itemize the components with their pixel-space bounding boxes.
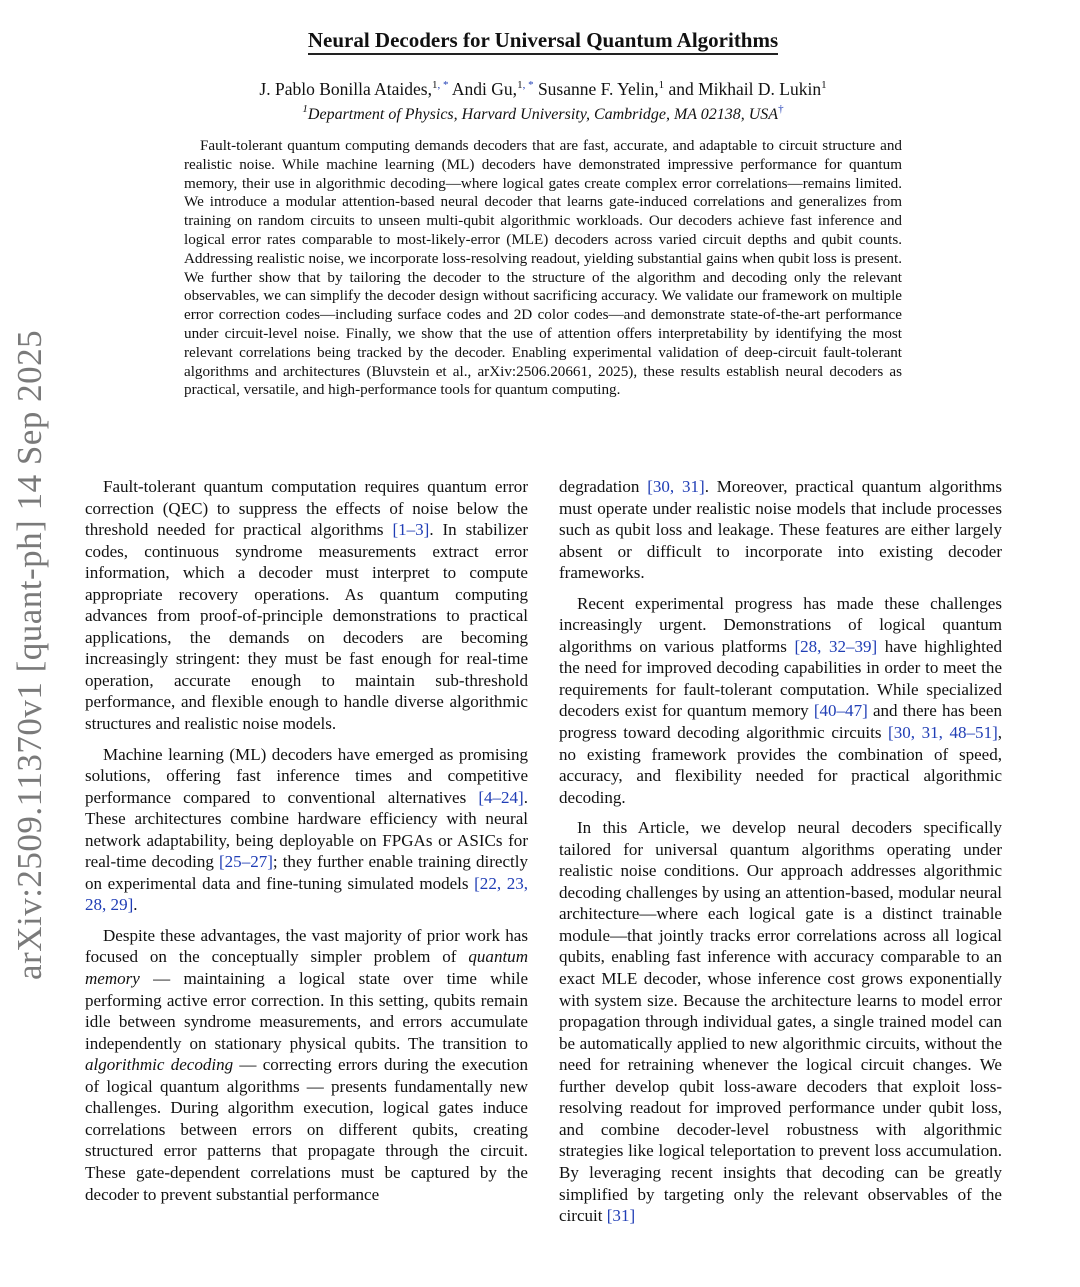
abstract-text: Fault-tolerant quantum computing demands decoders that are fast, accurate, and adaptable to circuit structure and realistic noise. While machine learning (ML) decoders have demonstrated impressive performance for quantum memory, their use in algorithmic decoding—where logical gates create complex error correlations—remains limited. We introduce a modular attention-based neural decoder that learns gate-induced correlations and generalizes from training on random circuits to unseen multi-qubit algorithmic workloads. Our decoders achieve fast inference and logical error rates comparable to most-likely-error (MLE) decoders across varied circuit depths and qubit counts. Addressing realistic noise, we incorporate loss-resolving readout, yielding substantial gains when qubit loss is present. We further show that by tailoring the decoder to the structure of the algorithm and decoding only the relevant observables, we can simplify the decoder design without sacrificing accuracy. We validate our framework on multiple error correction codes—including surface codes and 2D color codes—and demonstrate state-of-the-art performance under circuit-level noise. Finally, we show that the use of attention offers interpretability by identifying the most relevant correlations being tracked by the decoder. Enabling experimental validation of deep-circuit fault-tolerant algorithms and architectures (Bluvstein et al., arXiv:2506.20661, 2025), these results establish neural decoders as practical, versatile, and high-performance tools for quantum computing. bbox=[184, 137, 902, 399]
citation-separator: , bbox=[910, 723, 922, 743]
author-2-note-link[interactable]: , * bbox=[522, 79, 534, 91]
author-4-affil: 1 bbox=[821, 79, 827, 91]
affiliation-note-link[interactable]: † bbox=[778, 103, 784, 115]
citation-link[interactable]: [31] bbox=[606, 1206, 636, 1226]
text-run: In this Article, we develop neural decoders specifically tailored for universal quantum algorithms operating under realistic noise conditions. Our approach addresses algorithmic decoding challenges by using an attention-based, modular neural architecture—where each logical gate is a distinct trainable module—that jointly tracks error correlations across all logical qubits, enabling fast inference with accuracy comparable to an exact MLE decoder, whose inference cost grows exponentially with system size. Because the architecture learns to model error propagation through individual gates, a single trained model can be automatically applied to new algorithmic circuits, without the need for retraining whenever the logical circuit changes. We further develop qubit loss-aware decoders that exploit loss-resolving readout for improved performance under qubit loss, and combine decoder-level robustness with algorithmic strategies like logical teleportation to prevent loss accumulation. By leveraging recent insights that decoding can be greatly simplified by targeting only the relevant observables of the circuit bbox=[559, 818, 1002, 1226]
text-run: . bbox=[133, 895, 138, 915]
author-2-affil: 1 bbox=[517, 79, 523, 91]
text-run: Fault-tolerant quantum computation requires quantum error correction (QEC) to suppress the effects of noise below the threshold needed for practical algorithms bbox=[85, 477, 528, 540]
paper-title-text: Neural Decoders for Universal Quantum Algorithms bbox=[308, 28, 778, 55]
citation-link[interactable]: 48–51] bbox=[949, 723, 998, 743]
citation-link[interactable]: 31 bbox=[921, 723, 939, 743]
citation-separator: , bbox=[496, 873, 507, 893]
text-run: . In stabilizer codes, continuous syndrome measurements extract error information, which a decoder must interpret to compute appropriate recovery operations. As quantum computing advances from proof-of-principle demonstrations to practical applications, the demands on decoders are becoming increasingly stringent: they must be fast enough for real-time operation, accurate enough to maintain sub-threshold performance, and flexible enough to handle diverse algorithmic structures and realistic noise models. bbox=[85, 520, 528, 734]
citation-separator: , bbox=[523, 873, 528, 893]
citation-separator: , bbox=[938, 723, 950, 743]
body-column-right bbox=[559, 476, 1002, 1236]
citation-separator: , bbox=[669, 477, 682, 496]
text-run: — maintaining a logical state over time while performing active error correction. In this setting, qubits remain idle between syndrome measurements, and errors accumulate independently on stationary physical qubits. The transition to bbox=[85, 969, 528, 1053]
author-3: Susanne F. Yelin, bbox=[537, 79, 659, 99]
body-column-left bbox=[85, 476, 528, 1214]
citation-link[interactable]: 28 bbox=[85, 895, 103, 915]
paragraph bbox=[559, 476, 1002, 584]
author-4: and Mikhail D. Lukin bbox=[668, 79, 822, 99]
text-run: Machine learning (ML) decoders have emerged as promising solutions, offering fast inference times and competitive performance compared to conventional alternatives bbox=[85, 744, 528, 807]
citation-link[interactable]: 32–39] bbox=[828, 636, 878, 656]
text-run: . Moreover, practical quantum algorithms must operate under realistic noise models that include processes such as qubit loss and leakage. These features are either largely absent or difficult to incorporate into existing decoder frameworks. bbox=[559, 477, 1003, 583]
affiliation-text: Department of Physics, Harvard University, Cambridge, MA 02138, USA bbox=[307, 106, 779, 123]
text-run: ; they further enable training directly on experimental data and fine-tuning simulated models bbox=[85, 852, 528, 893]
citation-separator: , bbox=[817, 636, 829, 656]
author-list bbox=[0, 79, 1080, 100]
text-run: have highlighted the need for improved decoding capabilities in order to meet the requirements for fault-tolerant computation. While specialized decoders exist for quantum memory bbox=[559, 636, 1002, 721]
author-1-affil: 1 bbox=[432, 79, 438, 91]
paragraph bbox=[559, 593, 1002, 808]
citation-separator: , bbox=[102, 895, 111, 915]
paragraph bbox=[85, 476, 528, 735]
text-run: Recent experimental progress has made these challenges increasingly urgent. Demonstrations of logical quantum algorithms on various platforms bbox=[559, 593, 1002, 656]
author-2: Andi Gu, bbox=[451, 79, 518, 99]
citation-link[interactable]: [25–27] bbox=[219, 852, 273, 872]
citation-link[interactable]: [40–47] bbox=[813, 701, 868, 721]
citation-link[interactable]: 29] bbox=[110, 895, 134, 915]
citation-link[interactable]: [22 bbox=[474, 873, 497, 893]
paragraph bbox=[85, 925, 528, 1205]
author-1-note-link[interactable]: , * bbox=[437, 79, 449, 91]
paper-title bbox=[0, 28, 1080, 53]
arxiv-identifier-stamp: arXiv:2509.11370v1 [quant-ph] 14 Sep 2025 bbox=[10, 329, 49, 980]
author-3-affil: 1 bbox=[658, 79, 665, 91]
abstract bbox=[184, 137, 902, 400]
text-run: and there has been progress toward decoding algorithmic circuits bbox=[559, 701, 1002, 743]
paragraph bbox=[559, 817, 1002, 1226]
affiliation-mark: 1 bbox=[302, 103, 308, 115]
paragraph bbox=[85, 744, 528, 916]
text-run: — correcting errors during the execution of logical quantum algorithms — presents fundamentally new challenges. During algorithm execution, logical gates induce correlations between errors on different qubits, creating structured error patterns that propagate through the circuit. These gate-dependent correlations must be captured by the decoder to prevent substantial performance bbox=[85, 1055, 528, 1204]
citation-link[interactable]: [1–3] bbox=[392, 520, 430, 540]
citation-link[interactable]: [30 bbox=[647, 477, 670, 496]
citation-link[interactable]: [4–24] bbox=[478, 787, 524, 807]
text-run: degradation bbox=[559, 477, 648, 496]
citation-link[interactable]: 31] bbox=[682, 477, 705, 496]
text-run: Despite these advantages, the vast majority of prior work has focused on the conceptually simpler problem of bbox=[85, 925, 528, 967]
text-run: , no existing framework provides the combination of speed, accuracy, and flexibility needed for practical algorithmic decoding. bbox=[559, 723, 1003, 807]
citation-link[interactable]: [30 bbox=[888, 723, 911, 743]
affiliation bbox=[0, 103, 1080, 124]
text-run: . These architectures combine hardware efficiency with neural network adaptability, being deployable on FPGAs or ASICs for real-time decoding bbox=[85, 787, 528, 872]
citation-link[interactable]: 23 bbox=[506, 873, 524, 893]
author-1: J. Pablo Bonilla Ataides, bbox=[259, 79, 432, 99]
emphasis: quantum memory bbox=[85, 947, 528, 989]
citation-link[interactable]: [28 bbox=[794, 636, 818, 656]
emphasis: algorithmic decoding bbox=[85, 1055, 234, 1075]
